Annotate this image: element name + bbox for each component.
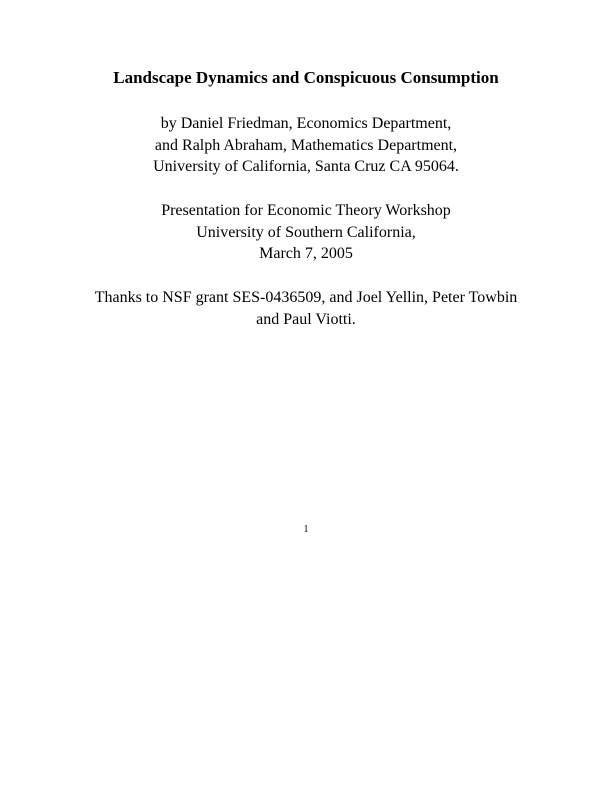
page-number: 1 <box>303 524 309 535</box>
presentation-date: March 7, 2005 <box>259 245 353 262</box>
presentation-line-1: Presentation for Economic Theory Workshop <box>161 202 451 219</box>
document-title: Landscape Dynamics and Conspicuous Consumption <box>113 68 499 87</box>
author-line-2: and Ralph Abraham, Mathematics Department, <box>154 137 458 154</box>
acknowledgment-line-2: and Paul Viotti. <box>256 311 356 328</box>
presentation-line-2: University of Southern California, <box>196 224 416 241</box>
acknowledgment-line-1: Thanks to NSF grant SES-0436509, and Joel Yellin, Peter Towbin <box>94 289 518 306</box>
author-line-1: by Daniel Friedman, Economics Department, <box>160 115 452 132</box>
author-affiliation-line: University of California, Santa Cruz CA 95064. <box>153 158 459 175</box>
